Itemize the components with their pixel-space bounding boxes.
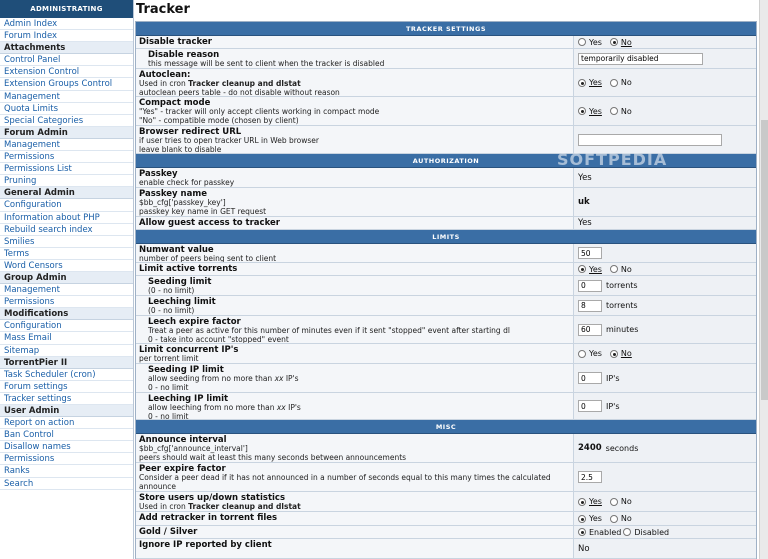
main-content — [134, 0, 768, 559]
sidebar-section-title: Attachments — [0, 42, 133, 54]
row-peer-expire — [136, 463, 756, 492]
peer-expire-label: Peer expire factor — [139, 464, 226, 474]
retracker-no-radio[interactable]: No — [610, 514, 632, 523]
seeding-ip-unit: IP's — [606, 373, 620, 383]
passkey-name-desc: passkey key name in GET request — [139, 206, 267, 216]
sidebar-header: ADMINISTRATING — [0, 0, 133, 18]
sidebar-link[interactable]: Word Censors — [0, 260, 133, 272]
autoclean-no-radio[interactable]: No — [610, 78, 632, 87]
passkey-name-code: $bb_cfg['passkey_key'] — [139, 198, 226, 207]
row-retracker — [136, 512, 756, 526]
gold-enabled-radio[interactable]: Enabled — [578, 528, 621, 537]
seeding-limit-desc: (0 - no limit) — [148, 286, 195, 295]
sidebar-link[interactable]: Control Panel — [0, 54, 133, 66]
guest-access-label: Allow guest access to tracker — [139, 218, 280, 228]
sidebar-section-title: User Admin — [0, 405, 133, 417]
autoclean-desc: autoclean peers table - do not disable without reason — [139, 87, 340, 96]
seeding-limit-label: Seeding limit — [148, 277, 212, 287]
compact-mode-desc2: "No" - compatible mode (chosen by client) — [139, 115, 299, 125]
passkey-desc: enable check for passkey — [139, 178, 235, 187]
sidebar-link[interactable]: Information about PHP — [0, 212, 133, 224]
limit-ip-label: Limit concurrent IP's — [139, 345, 239, 355]
leech-expire-label: Leech expire factor — [148, 317, 241, 327]
scrollbar-thumb[interactable] — [761, 120, 768, 400]
sidebar-link[interactable]: Forum Index — [0, 30, 133, 42]
leeching-ip-desc2: 0 - no limit — [148, 411, 189, 419]
sidebar-link[interactable]: Task Scheduler (cron) — [0, 369, 133, 381]
settings-table — [135, 21, 757, 559]
sidebar-link[interactable]: Sitemap — [0, 345, 133, 357]
passkey-name-value: uk — [578, 197, 590, 207]
numwant-input[interactable] — [578, 247, 602, 259]
sidebar-link[interactable]: Ranks — [0, 465, 133, 477]
row-compact-mode — [136, 97, 756, 126]
row-passkey — [136, 168, 756, 188]
sidebar-link[interactable]: Extension Groups Control — [0, 78, 133, 90]
store-stats-label: Store users up/down statistics — [139, 493, 286, 503]
leech-expire-unit: minutes — [606, 325, 639, 334]
limit-active-no-radio[interactable]: No — [610, 265, 632, 274]
passkey-label: Passkey — [139, 169, 178, 179]
seeding-ip-input[interactable] — [578, 372, 602, 384]
row-store-stats: Store users up/down statistics Used in cron Tracker cleanup and dlstat Yes No — [136, 492, 756, 512]
redirect-url-input[interactable] — [578, 134, 722, 146]
retracker-yes-radio[interactable]: Yes — [578, 514, 602, 523]
sidebar-link[interactable]: Permissions — [0, 151, 133, 163]
limit-ip-yes-radio[interactable]: Yes — [578, 349, 602, 358]
sidebar-link[interactable]: Management — [0, 139, 133, 151]
sidebar-link[interactable]: Admin Index — [0, 18, 133, 30]
disable-reason-label: Disable reason — [148, 50, 220, 60]
sidebar-link[interactable]: Ban Control — [0, 429, 133, 441]
disable-tracker-no-radio[interactable]: No — [610, 38, 632, 47]
seeding-limit-input[interactable] — [578, 280, 602, 292]
sidebar-link[interactable]: Special Categories — [0, 115, 133, 127]
compact-no-radio[interactable]: No — [610, 107, 632, 116]
gold-disabled-radio[interactable]: Disabled — [623, 528, 669, 537]
leeching-limit-unit: torrents — [606, 301, 638, 310]
row-leech-expire — [136, 316, 756, 344]
sidebar-link[interactable]: Quota Limits — [0, 103, 133, 115]
sidebar-link[interactable]: Tracker settings — [0, 393, 133, 405]
announce-interval-value: 2400 — [578, 443, 602, 453]
row-passkey-name — [136, 188, 756, 217]
passkey-value: Yes — [578, 172, 592, 183]
numwant-label: Numwant value — [139, 245, 214, 255]
redirect-url-desc2: leave blank to disable — [139, 144, 222, 153]
leech-expire-desc2: 0 - take into account "stopped" event — [148, 334, 289, 343]
compact-mode-label: Compact mode — [139, 98, 211, 108]
autoclean-label: Autoclean: — [139, 70, 191, 80]
redirect-url-desc1: if user tries to open tracker URL in Web browser — [139, 136, 320, 145]
row-numwant — [136, 244, 756, 263]
sidebar-link[interactable]: Search — [0, 478, 133, 490]
sidebar-link[interactable]: Permissions List — [0, 163, 133, 175]
disable-tracker-label: Disable tracker — [139, 37, 212, 47]
sidebar-link[interactable]: Configuration — [0, 199, 133, 211]
compact-yes-radio[interactable]: Yes — [578, 107, 602, 116]
leeching-limit-input[interactable] — [578, 300, 602, 312]
seeding-ip-label: Seeding IP limit — [148, 365, 224, 375]
disable-reason-input[interactable] — [578, 53, 703, 65]
row-autoclean: Autoclean: Used in cron Tracker cleanup and dlstat autoclean peers table - do not disable without reason Yes No — [136, 69, 756, 97]
row-disable-tracker — [136, 36, 756, 49]
compact-mode-desc1: "Yes" - tracker will only accept clients working in compact mode — [139, 107, 380, 116]
row-seeding-ip: Seeding IP limit allow seeding from no more than xx IP's 0 - no limit 0 IP's — [136, 364, 756, 393]
row-ignore-ip — [136, 539, 756, 559]
sidebar-section-title: Group Admin — [0, 272, 133, 284]
guest-access-value: Yes — [578, 218, 592, 228]
sidebar-link[interactable]: Terms — [0, 248, 133, 260]
leeching-ip-label: Leeching IP limit — [148, 394, 229, 404]
section-limits: LIMITS — [136, 230, 756, 244]
vertical-scrollbar[interactable] — [759, 0, 768, 559]
sidebar-section-title: TorrentPier II — [0, 357, 133, 369]
sidebar-section-title: Modifications — [0, 308, 133, 320]
row-leeching-ip: Leeching IP limit allow leeching from no more than xx IP's 0 - no limit 0 IP's — [136, 393, 756, 420]
page-title: Tracker — [136, 2, 190, 17]
admin-sidebar — [0, 0, 134, 559]
announce-interval-unit: seconds — [605, 443, 639, 453]
sidebar-link[interactable]: Configuration — [0, 320, 133, 332]
seeding-ip-desc2: 0 - no limit — [148, 382, 189, 392]
sidebar-link[interactable]: Report on action — [0, 417, 133, 429]
passkey-name-label: Passkey name — [139, 189, 207, 199]
redirect-url-label: Browser redirect URL — [139, 127, 242, 137]
leeching-limit-label: Leeching limit — [148, 297, 216, 307]
sidebar-link[interactable]: Mass Email — [0, 332, 133, 344]
row-limit-active — [136, 263, 756, 276]
leeching-ip-input[interactable] — [578, 400, 602, 412]
section-tracker-settings: TRACKER SETTINGS — [136, 22, 756, 36]
announce-interval-label: Announce interval — [139, 435, 227, 445]
disable-tracker-yes-radio[interactable]: Yes — [578, 38, 602, 47]
section-authorization: AUTHORIZATION — [136, 154, 756, 168]
ignore-ip-label: Ignore IP reported by client — [139, 540, 272, 550]
seeding-limit-unit: torrents — [606, 281, 638, 290]
row-announce-interval — [136, 434, 756, 463]
gold-silver-label: Gold / Silver — [139, 527, 198, 537]
limit-active-label: Limit active torrents — [139, 264, 238, 274]
sidebar-link[interactable]: Permissions — [0, 296, 133, 308]
sidebar-section-title: Forum Admin — [0, 127, 133, 139]
peer-expire-desc1: Consider a peer dead if it has not announced in a number of seconds equal to this many times the calculated announce — [139, 473, 551, 491]
store-stats-yes-radio[interactable]: Yes — [578, 497, 602, 506]
ignore-ip-value: No — [578, 543, 590, 554]
sidebar-link[interactable]: Management — [0, 284, 133, 296]
section-misc: MISC — [136, 420, 756, 434]
row-leeching-limit — [136, 296, 756, 316]
softpedia-watermark: SOFTPEDIA — [557, 150, 668, 169]
limit-ip-desc: per torrent limit — [139, 354, 199, 363]
sidebar-section-title: General Admin — [0, 187, 133, 199]
sidebar-link[interactable]: Management — [0, 91, 133, 103]
announce-interval-code: $bb_cfg['announce_interval'] — [139, 444, 248, 453]
autoclean-yes-radio[interactable]: Yes — [578, 78, 602, 87]
limit-ip-no-radio[interactable]: No — [610, 349, 632, 358]
row-seeding-limit — [136, 276, 756, 296]
disable-reason-desc: this message will be sent to client when the tracker is disabled — [148, 59, 385, 68]
numwant-desc: number of peers being sent to client — [139, 254, 277, 262]
sidebar-link[interactable]: Rebuild search index — [0, 224, 133, 236]
peer-expire-input[interactable] — [578, 471, 602, 483]
leech-expire-input[interactable] — [578, 324, 602, 336]
row-disable-reason — [136, 49, 756, 69]
sidebar-link[interactable]: Extension Control — [0, 66, 133, 78]
limit-active-yes-radio[interactable]: Yes — [578, 265, 602, 274]
sidebar-link[interactable]: Pruning — [0, 175, 133, 187]
row-gold-silver — [136, 526, 756, 539]
leech-expire-desc1: Treat a peer as active for this number of minutes even if it sent "stopped" event after starting dl — [148, 326, 510, 335]
sidebar-link[interactable]: Smilies — [0, 236, 133, 248]
leeching-limit-desc: (0 - no limit) — [148, 306, 195, 315]
retracker-label: Add retracker in torrent files — [139, 513, 278, 523]
sidebar-link[interactable]: Disallow names — [0, 441, 133, 453]
leeching-ip-unit: IP's — [606, 401, 620, 411]
row-guest-access — [136, 217, 756, 230]
sidebar-link[interactable]: Forum settings — [0, 381, 133, 393]
announce-interval-desc: peers should wait at least this many seconds between announcements — [139, 452, 407, 462]
store-stats-no-radio[interactable]: No — [610, 497, 632, 506]
row-limit-ip — [136, 344, 756, 364]
sidebar-link[interactable]: Permissions — [0, 453, 133, 465]
